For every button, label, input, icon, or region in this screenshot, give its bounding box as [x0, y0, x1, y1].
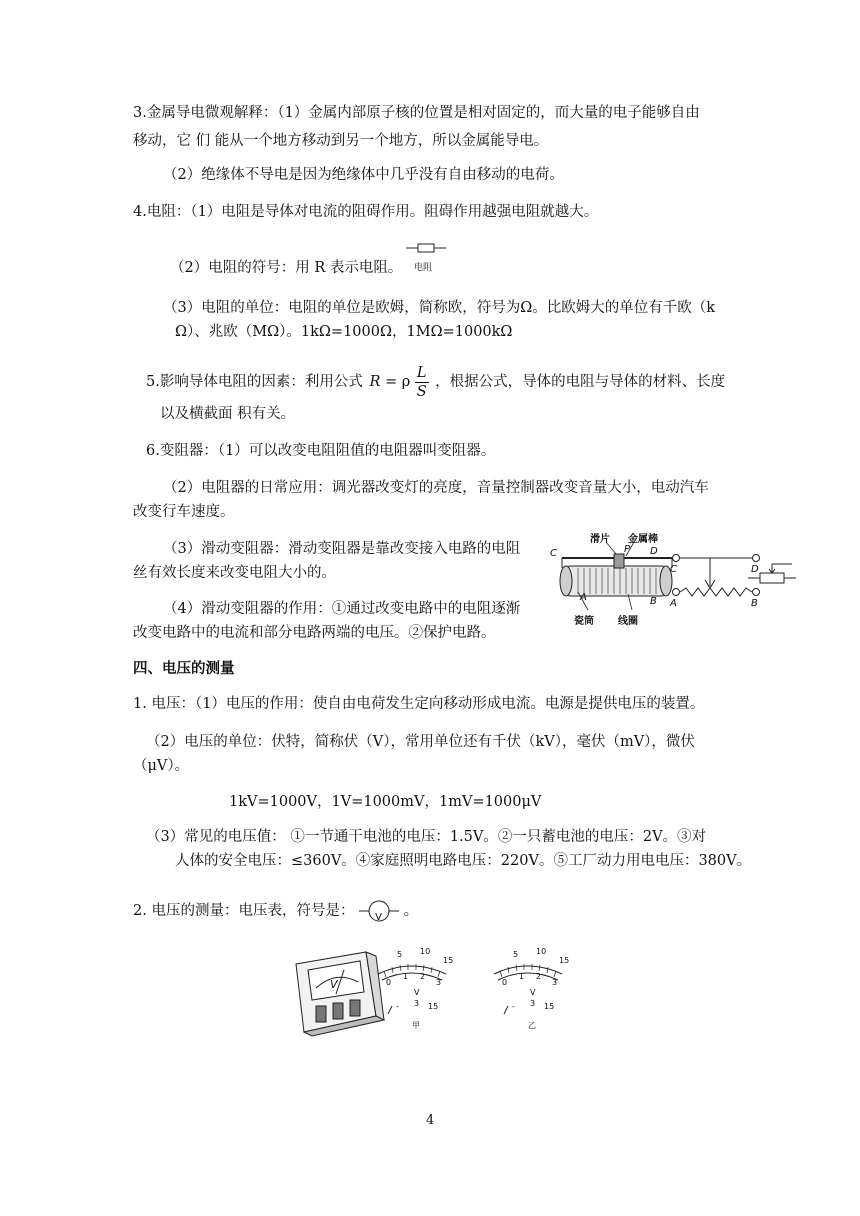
dial2-bottom-1: 1 — [519, 972, 525, 981]
dial1-bottom-2: 2 — [420, 972, 426, 981]
meter-face-letter: V — [330, 978, 338, 991]
voltmeter-symbol-letter: V — [375, 912, 382, 923]
schematic-label-b: B — [751, 598, 758, 609]
dial2-unit: V — [530, 988, 536, 997]
section-heading-voltage: 四、电压的测量 — [133, 660, 235, 677]
page-number: 4 — [426, 1113, 435, 1128]
dial2-terminal-3: 3 — [530, 999, 536, 1008]
formula-denominator: S — [416, 383, 427, 400]
para-6-2-line1: （2）电阻器的日常应用：调光器改变灯的亮度，音量控制器改变音量大小，电动汽车 — [163, 480, 709, 496]
para-3-line1: 3.金属导电微观解释：（1）金属内部原子核的位置是相对固定的，而大量的电子能够自由 — [133, 105, 700, 121]
para-6-4-line1: （4）滑动变阻器的作用：①通过改变电路中的电阻逐渐 — [163, 601, 521, 617]
voltage-2 — [133, 897, 418, 925]
para-4-1: 4.电阻：（1）电阻是导体对电流的阻碍作用。阻碍作用越强电阻就越大。 — [133, 204, 599, 220]
voltage-1-1: 1. 电压：（1）电压的作用：使自由电荷发生定向移动形成电流。电源是提供电压的装置。 — [133, 696, 705, 712]
dial2-caption: 乙 — [528, 1021, 536, 1030]
para-5-line2: 以及横截面 积有关。 — [160, 406, 296, 422]
voltmeter-symbol — [359, 899, 399, 923]
voltage-1-2-line2: （μV）。 — [133, 758, 190, 774]
rheostat-label-slider: 滑片 — [590, 534, 610, 545]
formula-lhs: R — [369, 374, 381, 390]
dial1-bottom-1: 1 — [403, 972, 409, 981]
schematic-label-d: D — [751, 564, 759, 575]
rheostat-label-tube: 瓷筒 — [574, 616, 594, 627]
para-6-3-line1: （3）滑动变阻器：滑动变阻器是靠改变接入电路的电阻 — [163, 541, 521, 557]
dial1-unit: V — [414, 988, 420, 997]
rheostat-label-rod: 金属棒 — [628, 534, 658, 545]
dial1-top-15: 15 — [443, 956, 454, 965]
para-5-text-post: ，根据公式，导体的电阻与导体的材料、长度 — [435, 374, 726, 390]
rheostat-label-p: P — [624, 544, 631, 555]
dial1-top-10: 10 — [420, 947, 431, 956]
dial1-terminal-15: 15 — [428, 1002, 439, 1011]
resistance-formula — [369, 362, 428, 402]
formula-eq: = ρ — [384, 374, 411, 390]
resistor-symbol-icon — [404, 238, 448, 258]
rheostat-label-d: D — [650, 546, 658, 557]
voltage-1-3-line2: 人体的安全电压：≤360V。④家庭照明电路电压：220V。⑤工厂动力用电电压：380V。 — [175, 853, 752, 869]
dial2-top-15: 15 — [559, 956, 570, 965]
para-6-3-line2: 丝有效长度来改变电阻大小的。 — [133, 565, 336, 581]
schematic-label-c: C — [670, 564, 677, 575]
formula-fraction — [415, 364, 429, 401]
dial1-top-5: 5 — [397, 950, 403, 959]
para-4-3-line2: Ω）、兆欧（MΩ）。1kΩ=1000Ω，1MΩ=1000kΩ — [175, 324, 513, 340]
rheostat-label-coil: 线圈 — [618, 616, 638, 627]
para-6-1: 6.变阻器：（1）可以改变电阻阻值的电阻器叫变阻器。 — [146, 443, 496, 459]
dial2-terminal-15: 15 — [544, 1002, 555, 1011]
voltage-1-2-line1: （2）电压的单位：伏特，简称伏（V），常用单位还有千伏（kV），毫伏（mV），微伏 — [146, 734, 695, 750]
dial2-bottom-2: 2 — [536, 972, 542, 981]
dial2-bottom-0: 0 — [502, 978, 508, 987]
voltage-1-3-line1: （3）常见的电压值： ①一节通干电池的电压：1.5V。②一只蓄电池的电压：2V。③对 — [146, 829, 707, 845]
para-5-text-pre: 5.影响导体电阻的因素：利用公式 — [146, 374, 363, 390]
para-3-line2: 移动，它 们 能从一个地方移动到另一个地方，所以金属能导电。 — [133, 133, 549, 149]
voltage-2-text-pre: 2. 电压的测量：电压表，符号是： — [133, 903, 355, 919]
dial2-top-10: 10 — [536, 947, 547, 956]
dial1-terminal-3: 3 — [414, 999, 420, 1008]
dial2-top-5: 5 — [513, 950, 519, 959]
para-5-line1 — [146, 362, 725, 402]
dial1-bottom-0: 0 — [386, 978, 392, 987]
resistor-caption: 电阻 — [414, 263, 433, 273]
formula-numerator: L — [416, 364, 427, 381]
voltmeter-drawing — [286, 944, 586, 1044]
voltage-conversion: 1kV=1000V，1V=1000mV，1mV=1000μV — [229, 794, 542, 810]
para-4-3-line1: （3）电阻的单位：电阻的单位是欧姆，简称欧，符号为Ω。比欧姆大的单位有千欧（k — [163, 300, 716, 316]
rheostat-figure — [548, 528, 798, 640]
para-6-4-line2: 改变电路中的电流和部分电路两端的电压。②保护电路。 — [133, 625, 496, 641]
dial1-bottom-3: 3 — [436, 978, 442, 987]
para-6-2-line2: 改变行车速度。 — [133, 504, 235, 520]
voltmeter-figure — [286, 944, 586, 1044]
para-4-2: （2）电阻的符号：用 R 表示电阻。 — [170, 260, 403, 276]
rheostat-label-a: A — [580, 592, 587, 603]
rheostat-label-c: C — [550, 548, 557, 559]
dial1-terminal-neg: - — [396, 1002, 399, 1011]
dial2-terminal-neg: - — [512, 1002, 515, 1011]
voltage-2-text-post: 。 — [403, 903, 419, 919]
rheostat-label-b: B — [650, 596, 657, 607]
para-3-2: （2）绝缘体不导电是因为绝缘体中几乎没有自由移动的电荷。 — [163, 167, 564, 183]
resistor-symbol — [404, 238, 448, 274]
schematic-label-a: A — [670, 598, 677, 609]
dial1-caption: 甲 — [412, 1021, 420, 1030]
dial2-bottom-3: 3 — [552, 978, 558, 987]
